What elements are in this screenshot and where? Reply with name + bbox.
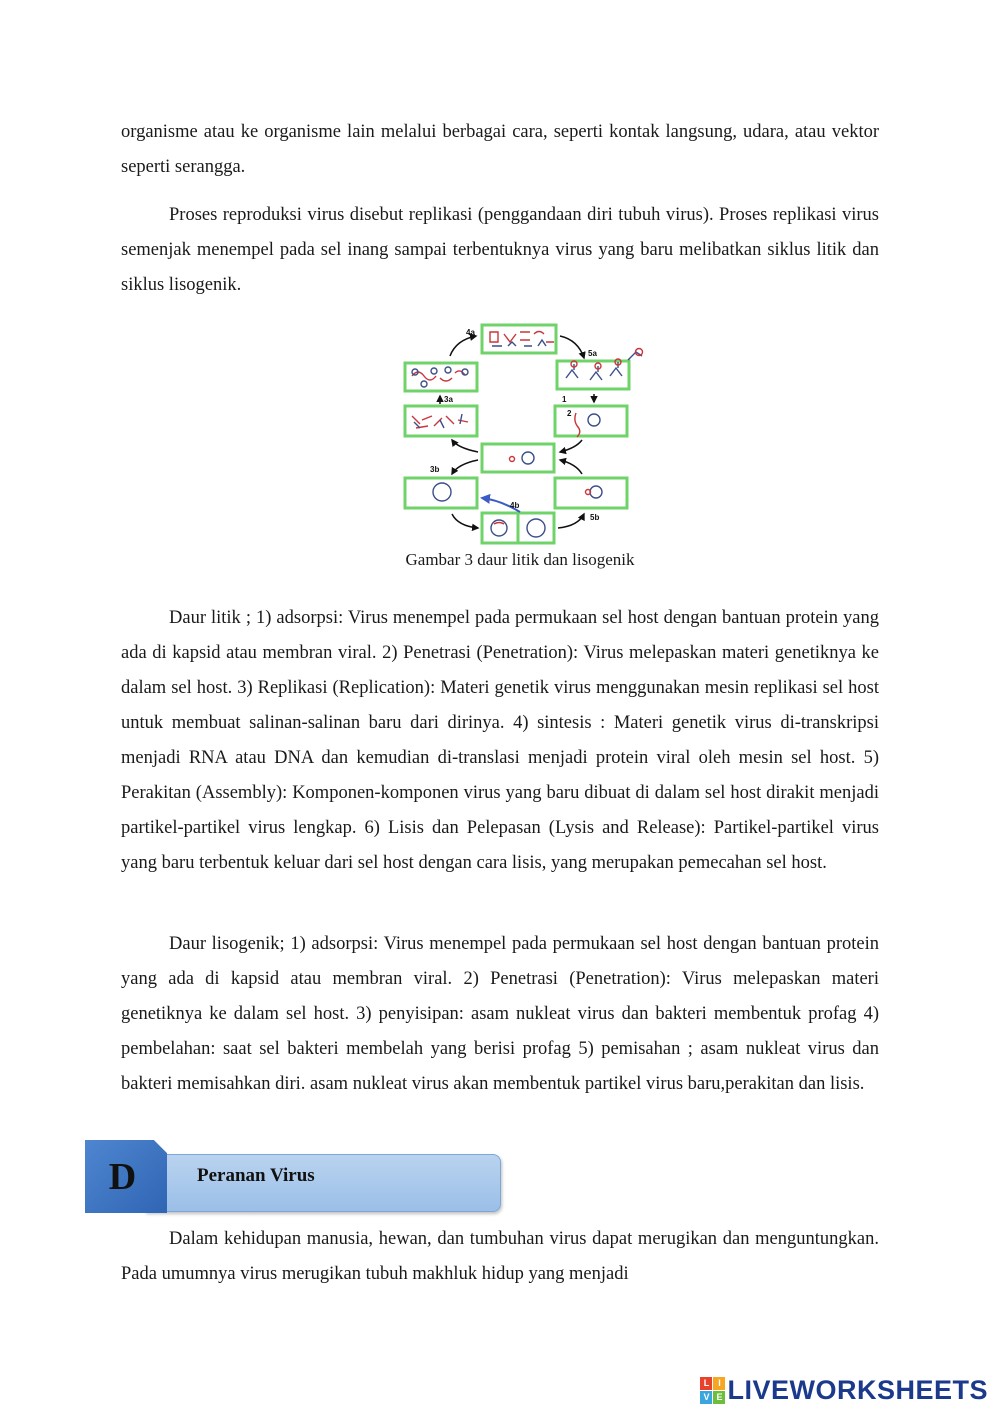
paragraph-intro-continuation: organisme atau ke organisme lain melalui berbagai cara, seperti kontak langsung, udara, atau vektor seperti serangga.	[121, 122, 879, 177]
logo-letter-e: E	[713, 1391, 725, 1404]
section-header	[85, 1140, 505, 1215]
cell-4b-left	[482, 513, 518, 543]
label-3a: 3a	[444, 395, 453, 404]
paragraph-role-of-virus: Dalam kehidupan manusia, hewan, dan tumbuhan virus dapat merugikan dan menguntungkan. Pada umumnya virus merugikan tubuh makhluk hidup yang menjadi	[121, 1229, 879, 1284]
label-2: 2	[567, 409, 572, 418]
cell-4b-right	[518, 513, 554, 543]
label-5b: 5b	[590, 513, 600, 522]
section-title: Peranan Virus	[197, 1165, 315, 1186]
figure-caption: Gambar 3 daur litik dan lisogenik	[405, 550, 635, 569]
paragraph-replication: Proses reproduksi virus disebut replikasi (penggandaan diri tubuh virus). Proses replikasi virus semenjak menempel pada sel inang sampai terbentuknya virus yang baru melibatkan siklus litik dan siklus lisogenik.	[121, 205, 879, 295]
label-4b: 4b	[510, 501, 520, 510]
label-1: 1	[562, 395, 567, 404]
paragraph-lysogenic-cycle: Daur lisogenik; 1) adsorpsi: Virus menempel pada permukaan sel host dengan bantuan protein yang ada di kapsid atau membran viral. 2) Penetrasi (Penetration): Virus melepaskan materi genetiknya ke dalam sel host. 3) penyisipan: asam nukleat virus dan bakteri membentuk profag 4) pembelahan: saat sel bakteri membelah yang berisi profag 5) pemisahan ; asam nukleat virus dan bakteri memisahkan diri. asam nukleat virus akan membentuk partikel virus baru,perakitan dan lisis.	[121, 934, 879, 1094]
liveworksheets-icon	[700, 1377, 724, 1403]
logo-letter-v: V	[700, 1391, 712, 1404]
lytic-lysogenic-cycle-diagram	[400, 320, 650, 545]
liveworksheets-logo	[700, 1374, 988, 1406]
liveworksheets-wordmark: LIVEWORKSHEETS	[727, 1374, 988, 1405]
label-4a: 4a	[466, 328, 475, 337]
cell-center	[482, 444, 554, 472]
cell-3a-top	[405, 363, 477, 391]
label-5a: 5a	[588, 349, 597, 358]
label-3b: 3b	[430, 465, 440, 474]
cell-2	[555, 406, 627, 436]
logo-letter-i: I	[713, 1377, 725, 1390]
logo-letter-l: L	[700, 1377, 712, 1390]
paragraph-lytic-cycle: Daur litik ; 1) adsorpsi: Virus menempel pada permukaan sel host dengan bantuan protein yang ada di kapsid atau membran viral. 2) Penetrasi (Penetration): Virus melepaskan materi genetiknya ke dalam sel host. 3) Replikasi (Replication): Materi genetik virus menggunakan mesin replikasi sel host untuk membuat salinan-salinan baru dari dirinya. 4) sintesis : Materi genetik virus di-transkripsi menjadi RNA atau DNA dan kemudian di-translasi menjadi protein viral oleh mesin sel host. 5) Perakitan (Assembly): Komponen-komponen virus yang baru dibuat di dalam sel host dirakit menjadi partikel-partikel virus lengkap. 6) Lisis dan Pelepasan (Lysis and Release): Partikel-partikel virus yang baru terbentuk keluar dari sel host dengan cara lisis, yang merupakan pemecahan sel host.	[121, 608, 879, 873]
cell-4a	[482, 325, 556, 353]
section-letter: D	[108, 1156, 137, 1198]
